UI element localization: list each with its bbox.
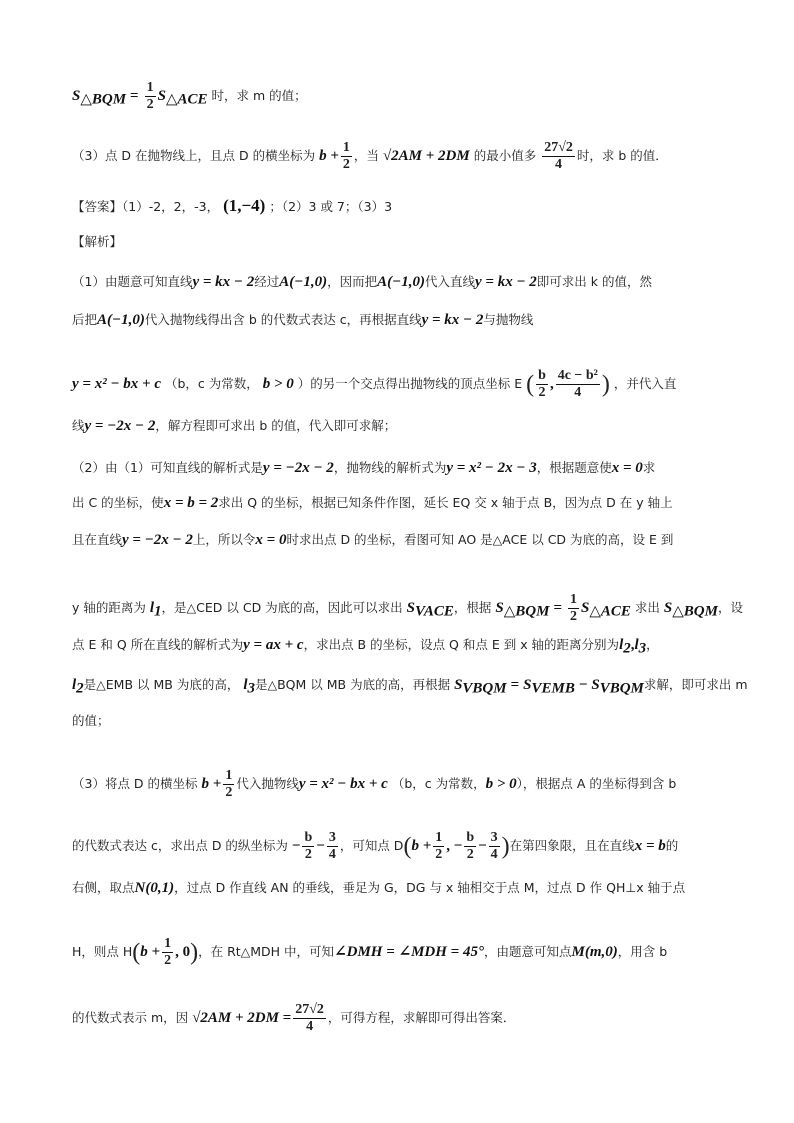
analysis-line [72, 312, 533, 328]
math-point: M(m,0) [571, 944, 618, 960]
math-expr: x = b = 2 [163, 495, 219, 511]
fraction-half: $\frac{1}{2}$ [164, 936, 172, 968]
math-sub: △BQM [672, 603, 718, 620]
math-sub: VEMB [531, 680, 575, 697]
text: 点 E 和 Q 所在直线的解析式为 [72, 637, 244, 652]
math-expr: y = kx − 2 [421, 312, 484, 328]
text: ，当 [353, 148, 379, 163]
math-sub: VACE [415, 603, 454, 620]
fraction: $\frac{b}{2}$ [538, 368, 546, 400]
math-expr: b + [201, 776, 222, 792]
text: （b，c 为常数， [164, 376, 259, 391]
text: ，根据 [453, 600, 492, 615]
math-expr: A(−1,0) [97, 312, 145, 328]
fraction-27root2-4: $\frac{27√2}{4}$ [295, 1002, 324, 1034]
analysis-heading [72, 234, 122, 250]
text: （3）点 D 在抛物线上，且点 D 的横坐标为 [72, 148, 316, 163]
text: 代入抛物线 [236, 776, 299, 791]
analysis-line [72, 637, 659, 657]
text: 是△EMB 以 MB 为底的高， [83, 677, 240, 692]
text: ）的另一个交点得出抛物线的顶点坐标 E [297, 376, 523, 391]
analysis-line [72, 677, 748, 697]
fraction: $\frac{b}{2}$ [466, 830, 475, 862]
analysis-line [72, 1002, 515, 1035]
text: y 轴的距离为 [72, 600, 146, 615]
math-sub: 2 [76, 680, 84, 697]
text: 代入直线 [424, 274, 475, 289]
math-expr: b + [319, 148, 339, 164]
text: （b，c 为常数， [391, 776, 486, 791]
text: 且在直线 [72, 532, 123, 547]
math-expr: y = x² − 2x − 3 [446, 460, 537, 476]
text: 是△BQM 以 MB 为底的高，再根据 [254, 677, 451, 692]
math-l: l [149, 600, 155, 616]
analysis-line: y = x² − bx + c （b，c 为常数， b > 0 ）的另一个交点得出抛物线的顶点坐标 E ( $\frac{b}{2}$ , $\frac{\text{4c − b²}}{4}$ ) ，并代入直 [72, 368, 677, 400]
math-sub: 3 [247, 680, 255, 697]
text: 求解，即可求出 m [643, 677, 748, 692]
math-expr: , − [446, 838, 463, 854]
text: 【答案】（1）-2，2，-3， [72, 199, 220, 214]
fraction: $\frac{3}{4}$ [490, 830, 498, 862]
text: 求出 Q 的坐标，根据已知条件作图，延长 EQ 交 x 轴于点 B，因为点 D 在 y 轴上 [218, 495, 673, 510]
fraction: $\frac{b}{2}$ [304, 830, 313, 862]
math-s: S [157, 88, 166, 104]
math-expr: x = b [634, 838, 666, 854]
text: 与抛物线 [483, 312, 534, 327]
math-eq: = [553, 600, 563, 616]
fraction: $\frac{3}{4}$ [328, 830, 336, 862]
text: 求出 [634, 600, 660, 615]
math-sub: △BQM [503, 603, 550, 620]
analysis-line [72, 418, 396, 434]
answer-line [72, 198, 392, 215]
math-l: l [634, 637, 639, 653]
math-s: S [406, 600, 415, 616]
math-s: S [454, 677, 463, 693]
math-expr: x = 0 [611, 460, 643, 476]
math-expr: √2AM + 2DM [382, 148, 470, 164]
text: 的最小值多 [473, 148, 537, 163]
text: 代入抛物线得出含 b 的代数式表达 c，再根据直线 [144, 312, 422, 327]
text: ，设 [717, 600, 743, 615]
analysis-line [72, 532, 673, 548]
text: H，则点 H [72, 944, 133, 959]
fraction: $\frac{\text{4c − b²}}{4}$ [557, 368, 598, 400]
text: ，抛物线的解析式为 [333, 460, 447, 475]
text: ，求出点 B 的坐标，设点 Q 和点 E 到 x 轴的距离分别为 [303, 637, 620, 652]
math-sub: 2 [623, 640, 631, 657]
math-expr: b > 0 [262, 376, 294, 392]
text: ，用含 b [617, 944, 668, 959]
math-expr: ∠DMH = ∠MDH = 45° [334, 944, 484, 960]
analysis-line: H，则点 H(b + $\frac{1}{2}$ , 0)，在 Rt△MDH 中，可知∠DMH = ∠MDH = 45°，由题意可知点M(m,0)，用含 b [72, 936, 668, 968]
math-expr: x = 0 [255, 532, 287, 548]
fraction-half: $\frac{1}{2}$ [146, 80, 154, 112]
math-s: S [523, 677, 532, 693]
math-eq: = [510, 677, 520, 693]
math-expr: A(−1,0) [377, 274, 425, 290]
text: ，根据题意使 [536, 460, 612, 475]
text: ，在 Rt△MDH 中，可知 [198, 944, 335, 959]
question-3 [72, 140, 668, 173]
math-expr: A(−1,0) [279, 274, 328, 290]
condition-line-2 [72, 80, 307, 113]
math-l: l [72, 677, 77, 693]
math-sub: △ACE [589, 603, 631, 620]
math-point: N(0,1) [134, 880, 175, 896]
text: ， [646, 637, 659, 652]
text: （3）将点 D 的横坐标 [72, 776, 198, 791]
text: ，可得方程，求解即可得出答案． [327, 1010, 516, 1025]
fraction-half: $\frac{1}{2}$ [570, 592, 577, 624]
math-expr: y = kx − 2 [475, 274, 537, 290]
math-expr: b + [411, 838, 432, 854]
analysis-line [72, 768, 676, 801]
text: ；（2）3 或 7；（3）3 [269, 199, 393, 214]
text: 的代数式表达 c，求出点 D 的纵坐标为 [72, 838, 288, 853]
math-sub: 1 [154, 603, 162, 620]
analysis-line [72, 274, 652, 290]
math-sub: VBQM [462, 680, 507, 697]
text: ，解方程即可求出 b 的值，代入即可求解； [155, 418, 397, 433]
text: 经过 [254, 274, 280, 289]
text: ，由题意可知点 [483, 944, 572, 959]
math-minus: − [291, 838, 301, 854]
text: 右侧，取点 [72, 880, 135, 895]
text: 上，所以令 [192, 532, 256, 547]
math-minus: − [316, 838, 325, 854]
math-l: l [619, 637, 624, 653]
text: ，过点 D 作直线 AN 的垂线，垂足为 G，DG 与 x 轴相交于点 M，过点 D 作 QH⊥x 轴于点 [174, 880, 686, 895]
math-s: S [581, 600, 590, 616]
math-expr: y = −2x − 2 [262, 460, 334, 476]
math-sub: VBQM [599, 680, 644, 697]
fraction-27root2-4: $\frac{27√2}{4}$ [544, 140, 573, 172]
text: 【解析】 [72, 234, 123, 249]
analysis-line [72, 460, 655, 476]
math-expr: y = x² − bx + c [298, 776, 388, 792]
text: 时求出点 D 的坐标，看图可知 AO 是△ACE 以 CD 为底的高，设 E 到 [286, 532, 674, 547]
text: 在第四象限，且在直线 [509, 838, 635, 853]
math-sub: △BQM [80, 91, 127, 108]
text: 的值； [72, 713, 110, 728]
math-eq: = [130, 88, 139, 104]
math-point: (1,−4) [223, 196, 266, 215]
text: ，并代入直 [613, 376, 677, 391]
math-expr: y = x² − bx + c [72, 376, 161, 392]
math-comma: , [630, 637, 635, 653]
text: ，是△CED 以 CD 为底的高，因此可以求出 [161, 600, 403, 615]
math-s: S [72, 88, 81, 104]
analysis-line [72, 495, 673, 511]
text: 后把 [72, 312, 98, 327]
text: 时，求 b 的值． [576, 148, 668, 163]
math-expr: y = kx − 2 [192, 274, 255, 290]
text: 的 [665, 838, 679, 853]
math-s: S [495, 600, 504, 616]
math-sub: 3 [638, 640, 647, 657]
math-minus: − [478, 838, 487, 854]
text: 的代数式表示 m，因 [72, 1010, 189, 1025]
math-expr: , 0 [175, 944, 191, 960]
analysis-line [72, 713, 110, 729]
text: 线 [72, 418, 85, 433]
math-expr: √2AM + 2DM = [192, 1010, 292, 1026]
math-l: l [243, 677, 248, 693]
text: 即可求出 k 的值，然 [536, 274, 652, 289]
analysis-line: 的代数式表达 c，求出点 D 的纵坐标为 − $\frac{b}{2}$ − $\frac{3}{4}$ ，可知点 D(b + $\frac{1}{2}$ , − $\frac{b}{2}$ − $\frac{3}{4}$ )在第四象限，且在直线x = b的 [72, 830, 679, 862]
text: （1）由题意可知直线 [72, 274, 193, 289]
text: 时，求 m 的值； [211, 88, 307, 103]
math-expr: b + [140, 944, 161, 960]
math-expr: b > 0 [485, 776, 517, 792]
math-expr: y = ax + c [243, 637, 304, 653]
text: ，因而把 [327, 274, 378, 289]
fraction-half: $\frac{1}{2}$ [225, 768, 233, 800]
text: （2）由（1）可知直线的解析式是 [72, 460, 263, 475]
math-minus: − [578, 677, 588, 693]
math-s: S [663, 600, 673, 616]
math-expr: y = −2x − 2 [122, 532, 193, 548]
text: 求 [642, 460, 656, 475]
fraction-half: $\frac{1}{2}$ [435, 830, 443, 862]
text: 出 C 的坐标，使 [72, 495, 164, 510]
math-sub: △ACE [165, 91, 208, 108]
text: ，可知点 D [339, 838, 404, 853]
fraction-half: $\frac{1}{2}$ [342, 140, 350, 172]
math-expr: y = −2x − 2 [84, 418, 156, 434]
math-s: S [591, 677, 600, 693]
analysis-line [72, 880, 685, 896]
analysis-line [72, 592, 743, 625]
text: ），根据点 A 的坐标得到含 b [516, 776, 677, 791]
